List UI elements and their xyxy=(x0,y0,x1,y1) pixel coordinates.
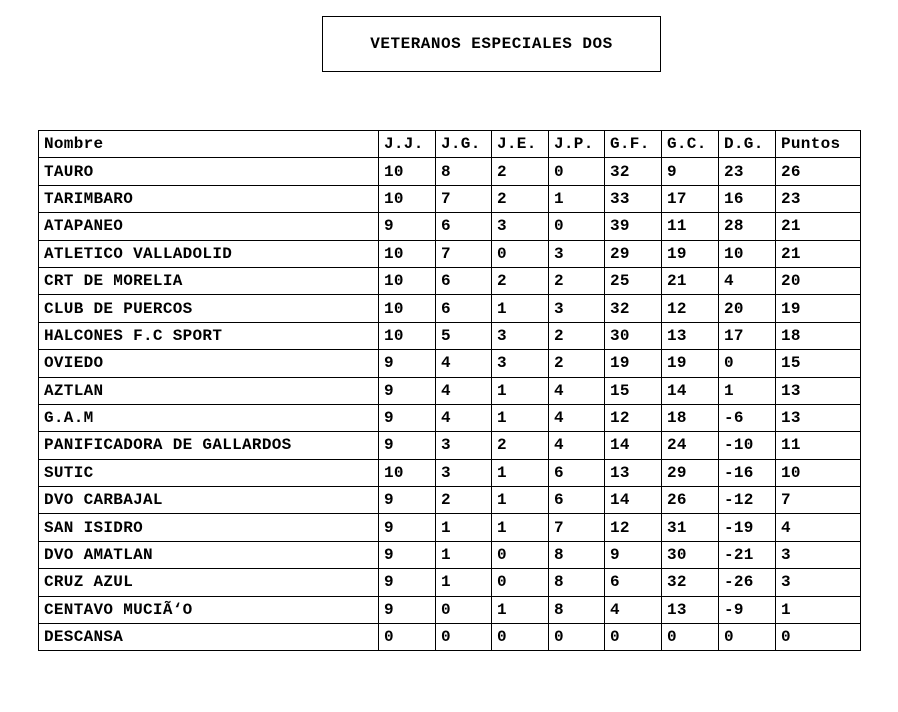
team-name-cell: ATAPANEO xyxy=(39,213,379,240)
stat-cell-jj: 9 xyxy=(379,404,436,431)
stat-cell-dg: 20 xyxy=(719,295,776,322)
stat-cell-jj: 9 xyxy=(379,487,436,514)
stat-cell-je: 3 xyxy=(492,350,549,377)
stat-cell-dg: 0 xyxy=(719,350,776,377)
stat-cell-dg: 1 xyxy=(719,377,776,404)
table-row xyxy=(39,267,861,294)
stat-cell-je: 3 xyxy=(492,213,549,240)
team-name-cell: OVIEDO xyxy=(39,350,379,377)
stat-cell-je: 2 xyxy=(492,158,549,185)
stat-cell-gc: 11 xyxy=(662,213,719,240)
stat-cell-jg: 3 xyxy=(436,459,492,486)
stat-cell-puntos: 13 xyxy=(776,404,861,431)
stat-cell-jj: 9 xyxy=(379,596,436,623)
stat-cell-dg: -21 xyxy=(719,541,776,568)
stat-cell-puntos: 1 xyxy=(776,596,861,623)
stat-cell-dg: 4 xyxy=(719,267,776,294)
stat-cell-gf: 14 xyxy=(605,432,662,459)
stat-cell-jj: 9 xyxy=(379,377,436,404)
stat-cell-gf: 19 xyxy=(605,350,662,377)
stat-cell-dg: 23 xyxy=(719,158,776,185)
stat-cell-puntos: 23 xyxy=(776,185,861,212)
stat-cell-jg: 7 xyxy=(436,185,492,212)
stat-cell-je: 0 xyxy=(492,624,549,651)
stat-cell-puntos: 0 xyxy=(776,624,861,651)
stat-cell-jp: 8 xyxy=(549,596,605,623)
column-header-gf: G.F. xyxy=(605,131,662,158)
stat-cell-gc: 30 xyxy=(662,541,719,568)
page-title-text: VETERANOS ESPECIALES DOS xyxy=(370,35,613,53)
team-name-cell: TAURO xyxy=(39,158,379,185)
team-name-cell: PANIFICADORA DE GALLARDOS xyxy=(39,432,379,459)
stat-cell-jp: 0 xyxy=(549,158,605,185)
table-row xyxy=(39,624,861,651)
stat-cell-jj: 10 xyxy=(379,185,436,212)
stat-cell-dg: -10 xyxy=(719,432,776,459)
stat-cell-jg: 6 xyxy=(436,267,492,294)
team-name-cell: HALCONES F.C SPORT xyxy=(39,322,379,349)
table-row xyxy=(39,240,861,267)
stat-cell-jg: 1 xyxy=(436,541,492,568)
stat-cell-jg: 8 xyxy=(436,158,492,185)
stat-cell-jj: 10 xyxy=(379,240,436,267)
table-row xyxy=(39,404,861,431)
stat-cell-gc: 18 xyxy=(662,404,719,431)
table-row xyxy=(39,377,861,404)
stat-cell-dg: 10 xyxy=(719,240,776,267)
stat-cell-jg: 1 xyxy=(436,514,492,541)
stat-cell-jg: 4 xyxy=(436,377,492,404)
column-header-jg: J.G. xyxy=(436,131,492,158)
column-header-puntos: Puntos xyxy=(776,131,861,158)
stat-cell-dg: -6 xyxy=(719,404,776,431)
stat-cell-dg: 17 xyxy=(719,322,776,349)
column-header-gc: G.C. xyxy=(662,131,719,158)
stat-cell-jg: 6 xyxy=(436,213,492,240)
stat-cell-gc: 31 xyxy=(662,514,719,541)
stat-cell-gf: 32 xyxy=(605,158,662,185)
stat-cell-jj: 9 xyxy=(379,432,436,459)
stat-cell-gc: 24 xyxy=(662,432,719,459)
team-name-cell: CLUB DE PUERCOS xyxy=(39,295,379,322)
column-header-jp: J.P. xyxy=(549,131,605,158)
table-row xyxy=(39,487,861,514)
team-name-cell: SUTIC xyxy=(39,459,379,486)
team-name-cell: DVO AMATLAN xyxy=(39,541,379,568)
stat-cell-gc: 26 xyxy=(662,487,719,514)
stat-cell-gf: 14 xyxy=(605,487,662,514)
stat-cell-puntos: 19 xyxy=(776,295,861,322)
stat-cell-jj: 9 xyxy=(379,541,436,568)
stat-cell-gc: 9 xyxy=(662,158,719,185)
stat-cell-jp: 7 xyxy=(549,514,605,541)
team-name-cell: TARIMBARO xyxy=(39,185,379,212)
stat-cell-jp: 3 xyxy=(549,295,605,322)
stat-cell-gf: 12 xyxy=(605,404,662,431)
stat-cell-je: 1 xyxy=(492,377,549,404)
table-row xyxy=(39,350,861,377)
stat-cell-je: 0 xyxy=(492,541,549,568)
table-row xyxy=(39,459,861,486)
team-name-cell: G.A.M xyxy=(39,404,379,431)
column-header-name: Nombre xyxy=(39,131,379,158)
stat-cell-dg: -16 xyxy=(719,459,776,486)
stat-cell-puntos: 4 xyxy=(776,514,861,541)
stat-cell-dg: -19 xyxy=(719,514,776,541)
stat-cell-jj: 0 xyxy=(379,624,436,651)
stat-cell-puntos: 21 xyxy=(776,240,861,267)
stat-cell-jp: 3 xyxy=(549,240,605,267)
table-row xyxy=(39,185,861,212)
stat-cell-dg: -9 xyxy=(719,596,776,623)
stat-cell-je: 1 xyxy=(492,596,549,623)
column-header-je: J.E. xyxy=(492,131,549,158)
team-name-cell: CENTAVO MUCIÃ‘O xyxy=(39,596,379,623)
stat-cell-gf: 13 xyxy=(605,459,662,486)
stat-cell-jj: 9 xyxy=(379,213,436,240)
table-row xyxy=(39,213,861,240)
stat-cell-dg: 0 xyxy=(719,624,776,651)
stat-cell-je: 1 xyxy=(492,295,549,322)
stat-cell-gc: 21 xyxy=(662,267,719,294)
stat-cell-puntos: 3 xyxy=(776,569,861,596)
stat-cell-puntos: 15 xyxy=(776,350,861,377)
stat-cell-puntos: 10 xyxy=(776,459,861,486)
stat-cell-dg: 28 xyxy=(719,213,776,240)
stat-cell-puntos: 11 xyxy=(776,432,861,459)
stat-cell-jp: 6 xyxy=(549,487,605,514)
stat-cell-je: 2 xyxy=(492,432,549,459)
team-name-cell: DESCANSA xyxy=(39,624,379,651)
standings-body xyxy=(39,158,861,651)
stat-cell-jg: 0 xyxy=(436,624,492,651)
stat-cell-jp: 4 xyxy=(549,377,605,404)
stat-cell-gf: 25 xyxy=(605,267,662,294)
team-name-cell: AZTLAN xyxy=(39,377,379,404)
stat-cell-gc: 32 xyxy=(662,569,719,596)
table-row xyxy=(39,514,861,541)
stat-cell-je: 1 xyxy=(492,404,549,431)
stat-cell-jp: 8 xyxy=(549,541,605,568)
stat-cell-jj: 9 xyxy=(379,569,436,596)
stat-cell-jp: 2 xyxy=(549,350,605,377)
stat-cell-gc: 0 xyxy=(662,624,719,651)
table-row xyxy=(39,322,861,349)
stat-cell-puntos: 26 xyxy=(776,158,861,185)
stat-cell-jp: 2 xyxy=(549,267,605,294)
stat-cell-puntos: 20 xyxy=(776,267,861,294)
stat-cell-jj: 9 xyxy=(379,514,436,541)
table-row xyxy=(39,569,861,596)
stat-cell-jp: 2 xyxy=(549,322,605,349)
stat-cell-jj: 10 xyxy=(379,295,436,322)
stat-cell-dg: -26 xyxy=(719,569,776,596)
stat-cell-gc: 13 xyxy=(662,322,719,349)
stat-cell-jp: 0 xyxy=(549,213,605,240)
stat-cell-jp: 4 xyxy=(549,404,605,431)
stat-cell-je: 0 xyxy=(492,569,549,596)
stat-cell-puntos: 13 xyxy=(776,377,861,404)
team-name-cell: DVO CARBAJAL xyxy=(39,487,379,514)
stat-cell-gc: 19 xyxy=(662,240,719,267)
stat-cell-gf: 39 xyxy=(605,213,662,240)
column-header-jj: J.J. xyxy=(379,131,436,158)
stat-cell-gf: 4 xyxy=(605,596,662,623)
stat-cell-jg: 1 xyxy=(436,569,492,596)
stat-cell-gf: 33 xyxy=(605,185,662,212)
stat-cell-gf: 0 xyxy=(605,624,662,651)
stat-cell-jg: 4 xyxy=(436,350,492,377)
standings-table xyxy=(38,130,861,651)
stat-cell-je: 3 xyxy=(492,322,549,349)
stat-cell-jg: 6 xyxy=(436,295,492,322)
stat-cell-jg: 4 xyxy=(436,404,492,431)
stat-cell-gc: 29 xyxy=(662,459,719,486)
stat-cell-jg: 3 xyxy=(436,432,492,459)
team-name-cell: CRT DE MORELIA xyxy=(39,267,379,294)
stat-cell-je: 2 xyxy=(492,267,549,294)
stat-cell-gf: 15 xyxy=(605,377,662,404)
stat-cell-gf: 9 xyxy=(605,541,662,568)
stat-cell-gc: 12 xyxy=(662,295,719,322)
table-row xyxy=(39,295,861,322)
stat-cell-puntos: 18 xyxy=(776,322,861,349)
team-name-cell: ATLETICO VALLADOLID xyxy=(39,240,379,267)
stat-cell-jj: 10 xyxy=(379,267,436,294)
stat-cell-gc: 17 xyxy=(662,185,719,212)
column-header-dg: D.G. xyxy=(719,131,776,158)
stat-cell-jj: 10 xyxy=(379,322,436,349)
stat-cell-jg: 2 xyxy=(436,487,492,514)
stat-cell-jj: 10 xyxy=(379,158,436,185)
stat-cell-je: 2 xyxy=(492,185,549,212)
table-row xyxy=(39,541,861,568)
stat-cell-jp: 4 xyxy=(549,432,605,459)
stat-cell-je: 1 xyxy=(492,459,549,486)
stat-cell-gc: 14 xyxy=(662,377,719,404)
stat-cell-gf: 30 xyxy=(605,322,662,349)
stat-cell-jg: 0 xyxy=(436,596,492,623)
stat-cell-puntos: 21 xyxy=(776,213,861,240)
stat-cell-gf: 6 xyxy=(605,569,662,596)
team-name-cell: SAN ISIDRO xyxy=(39,514,379,541)
team-name-cell: CRUZ AZUL xyxy=(39,569,379,596)
stat-cell-jp: 1 xyxy=(549,185,605,212)
stat-cell-jp: 6 xyxy=(549,459,605,486)
stat-cell-jj: 9 xyxy=(379,350,436,377)
stat-cell-jg: 5 xyxy=(436,322,492,349)
stat-cell-gf: 12 xyxy=(605,514,662,541)
table-row xyxy=(39,596,861,623)
stat-cell-gf: 29 xyxy=(605,240,662,267)
stat-cell-gc: 13 xyxy=(662,596,719,623)
stat-cell-je: 0 xyxy=(492,240,549,267)
stat-cell-jj: 10 xyxy=(379,459,436,486)
table-row xyxy=(39,432,861,459)
page-title xyxy=(322,16,661,72)
header-row xyxy=(39,131,861,158)
stat-cell-dg: 16 xyxy=(719,185,776,212)
stat-cell-puntos: 7 xyxy=(776,487,861,514)
stat-cell-je: 1 xyxy=(492,514,549,541)
stat-cell-gc: 19 xyxy=(662,350,719,377)
stat-cell-dg: -12 xyxy=(719,487,776,514)
stat-cell-je: 1 xyxy=(492,487,549,514)
stat-cell-jp: 0 xyxy=(549,624,605,651)
stat-cell-jg: 7 xyxy=(436,240,492,267)
standings-header xyxy=(39,131,861,158)
stat-cell-gf: 32 xyxy=(605,295,662,322)
stat-cell-puntos: 3 xyxy=(776,541,861,568)
stat-cell-jp: 8 xyxy=(549,569,605,596)
table-row xyxy=(39,158,861,185)
